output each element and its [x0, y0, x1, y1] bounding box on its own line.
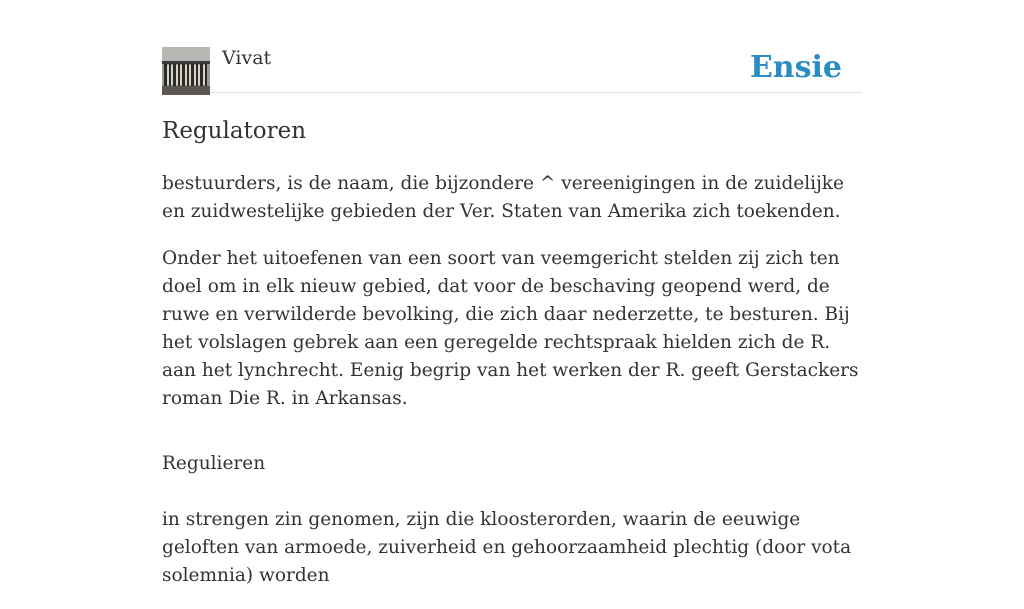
subheading: Regulieren — [162, 453, 266, 474]
article-paragraph-2: Onder het uitoefenen van een soort van veemgericht stelden zij zich ten doel om in elk nieuw gebied, dat voor de beschaving geopend werd, de ruwe en verwilderde bevolking, die zich daar nederzette, te besturen. Bij het volslagen gebrek aan een geregelde rechtspraak hielden zich de R. aan het lynchrecht. Eenig begrip van het werken der R. geeft Gerstackers roman Die R. in Arkansas. — [162, 248, 859, 409]
article-paragraph-1: bestuurders, is de naam, die bijzondere ^ vereenigingen in de zuidelijke en zuidwestelijke gebieden der Ver. Staten van Amerika zich toekenden. — [162, 173, 844, 222]
bookshelf-avatar-icon[interactable] — [162, 47, 210, 95]
site-header — [162, 44, 862, 93]
sub-paragraph: in strengen zin genomen, zijn die kloosterorden, waarin de eeuwige geloften van armoede, zuiverheid en gehoorzaamheid plechtig (door vota solemnia) worden — [162, 509, 852, 586]
brand-logo[interactable]: Ensie — [749, 50, 842, 85]
article-body — [162, 114, 862, 609]
source-name[interactable]: Vivat — [222, 47, 272, 69]
page-title: Regulatoren — [162, 118, 307, 144]
